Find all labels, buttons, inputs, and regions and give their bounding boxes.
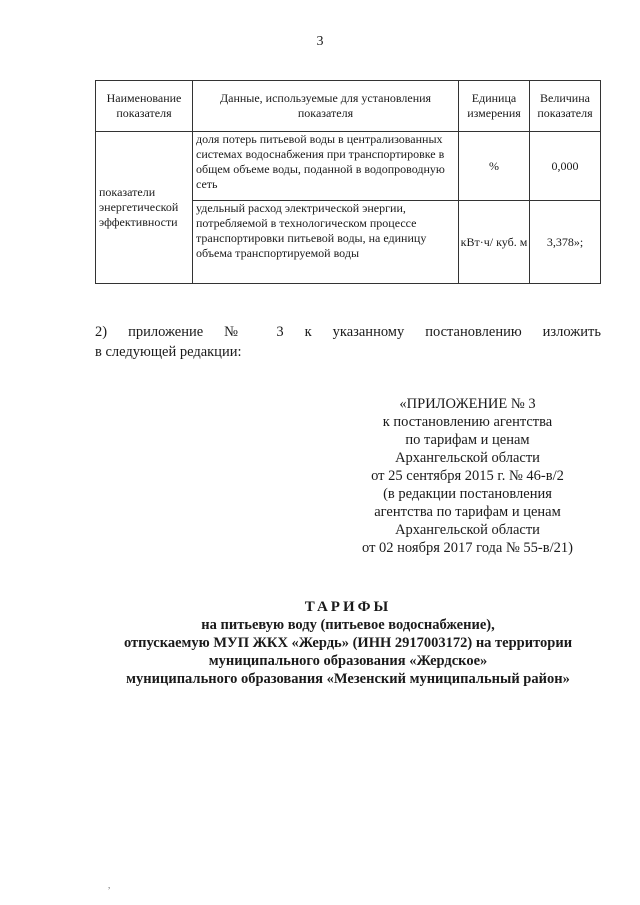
appendix-line: «ПРИЛОЖЕНИЕ № 3: [399, 396, 536, 412]
amendment-paragraph: [95, 322, 601, 362]
tariffs-heading: ТАРИФЫ: [304, 599, 392, 615]
indicator-group-name: показатели энергетической эффективности: [96, 132, 193, 284]
column-header-unit: Единица измерения: [459, 81, 530, 132]
tariffs-subtitle-line: муниципального образования «Жердское»: [208, 653, 488, 669]
row-description: доля потерь питьевой воды в централизованных системах водоснабжения при транспортировке в общем объеме воды, поданной в водопроводную сеть: [193, 132, 459, 201]
column-header-name: Наименование показателя: [96, 81, 193, 132]
appendix-line: к постановлению агентства: [382, 414, 553, 430]
appendix-line: агентства по тарифам и ценам: [374, 504, 561, 520]
table-row: [96, 132, 601, 201]
appendix-header: [330, 395, 605, 557]
tariffs-title-block: [95, 598, 601, 688]
row-description: удельный расход электрической энергии, потребляемой в технологическом процессе транспортировки питьевой воды, на единицу объема транспортируемой воды: [193, 201, 459, 284]
column-header-value: Величина показателя: [530, 81, 601, 132]
table-header-row: [96, 81, 601, 132]
tariffs-subtitle-line: муниципального образования «Мезенский муниципальный район»: [126, 671, 570, 687]
paragraph-line: в следующей редакции:: [95, 344, 242, 360]
appendix-line: Архангельской области: [395, 450, 540, 466]
row-unit: кВт·ч/ куб. м: [459, 201, 530, 284]
column-header-data: Данные, используемые для установления показателя: [193, 81, 459, 132]
tariffs-subtitle-line: на питьевую воду (питьевое водоснабжение),: [201, 617, 495, 633]
appendix-line: (в редакции постановления: [383, 486, 552, 502]
paragraph-line: 2) приложение № 3 к указанному постановлению изложить: [95, 324, 601, 340]
page-number: 3: [316, 34, 324, 49]
row-value: 0,000: [530, 132, 601, 201]
appendix-line: Архангельской области: [395, 522, 540, 538]
tariffs-subtitle-line: отпускаемую МУП ЖКХ «Жердь» (ИНН 2917003172) на территории: [123, 635, 573, 651]
margin-mark: ,: [108, 880, 111, 890]
appendix-line: от 02 ноября 2017 года № 55-в/21): [362, 540, 573, 556]
row-value: 3,378»;: [530, 201, 601, 284]
appendix-line: от 25 сентября 2015 г. № 46-в/2: [371, 468, 564, 484]
indicators-table: [95, 80, 601, 284]
row-unit: %: [459, 132, 530, 201]
appendix-line: по тарифам и ценам: [405, 432, 530, 448]
